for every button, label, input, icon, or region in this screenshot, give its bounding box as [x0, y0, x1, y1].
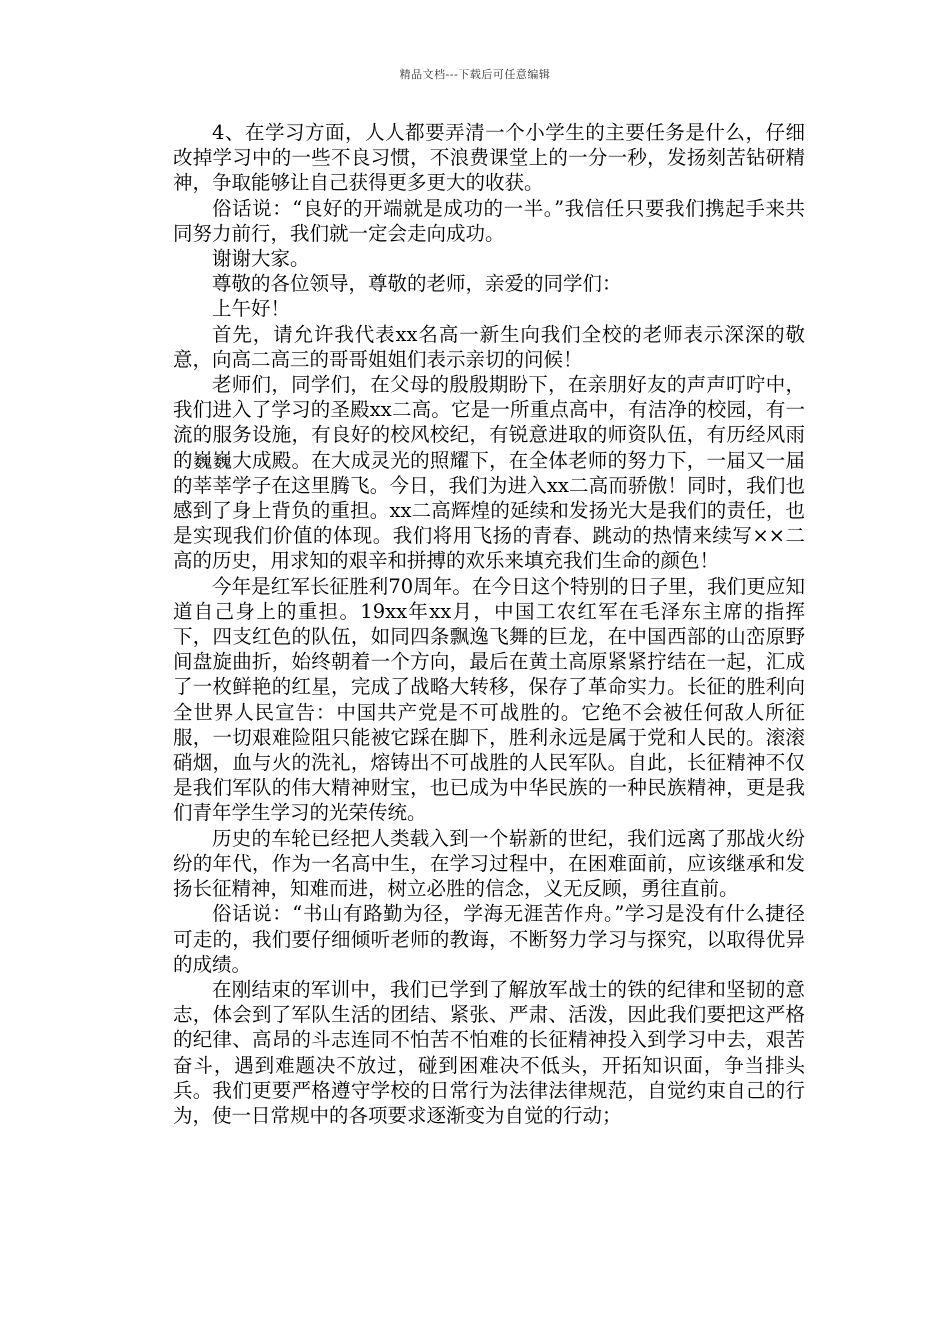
paragraph: 尊敬的各位领导，尊敬的老师，亲爱的同学们：	[212, 272, 622, 296]
document-body	[173, 120, 805, 1128]
paragraph: 首先，请允许我代表xx名高一新生向我们全校的老师表示深深的敬意，向高二高三的哥哥姐姐们表示亲切的问候！	[173, 322, 805, 371]
paragraph: 上午好！	[212, 297, 291, 321]
paragraph: 历史的车轮已经把人类载入到一个崭新的世纪，我们远离了那战火纷纷的年代，作为一名高中生，在学习过程中，在困难面前，应该继承和发扬长征精神，知难而进，树立必胜的信念，义无反顾，勇往直前。	[173, 826, 805, 901]
paragraph: 老师们，同学们，在父母的殷殷期盼下，在亲朋好友的声声叮咛中，我们进入了学习的圣殿xx二高。它是一所重点高中，有洁净的校园，有一流的服务设施，有良好的校风校纪，有锐意进取的师资队伍，有历经风雨的巍巍大成殿。在大成灵光的照耀下，在全体老师的努力下，一届又一届的莘莘学子在这里腾飞。今日，我们为进入xx二高而骄傲！同时，我们也感到了身上背负的重担。xx二高辉煌的延续和发扬光大是我们的责任，也是实现我们价值的体现。我们将用飞扬的青春、跳动的热情来续写××二高的历史，用求知的艰辛和拼搏的欢乐来填充我们生命的颜色！	[173, 373, 805, 573]
paragraph: 4、在学习方面，人人都要弄清一个小学生的主要任务是什么，仔细改掉学习中的一些不良习惯，不浪费课堂上的一分一秒，发扬刻苦钻研精神，争取能够让自己获得更多更大的收获。	[173, 121, 805, 195]
paragraph: 谢谢大家。	[212, 247, 310, 271]
paragraph: 在刚结束的军训中，我们已学到了解放军战士的铁的纪律和坚韧的意志，体会到了军队生活的团结、紧张、严肃、活泼，因此我们要把这严格的纪律、高昂的斗志连同不怕苦不怕难的长征精神投入到学习中去，艰苦奋斗，遇到难题决不放过，碰到困难决不低头，开拓知识面，争当排头兵。我们更要严格遵守学校的日常行为法律法律规范，自觉约束自己的行为，使一日常规中的各项要求逐渐变为自觉的行动；	[173, 977, 805, 1127]
page-header: 精品文档---下载后可任意编辑	[399, 68, 551, 81]
paragraph: 俗话说：“书山有路勤为径，学海无涯苦作舟。”学习是没有什么捷径可走的，我们要仔细倾听老师的教诲，不断努力学习与探究，以取得优异的成绩。	[173, 902, 805, 976]
paragraph: 今年是红军长征胜利70周年。在今日这个特别的日子里，我们更应知道自己身上的重担。19xx年xx月，中国工农红军在毛泽东主席的指挥下，四支红色的队伍，如同四条飘逸飞舞的巨龙，在中国西部的山峦原野间盘旋曲折，始终朝着一个方向，最后在黄土高原紧紧拧结在一起，汇成了一枚鲜艳的红星，完成了战略大转移，保存了革命实力。长征的胜利向全世界人民宣告：中国共产党是不可战胜的。它绝不会被任何敌人所征服，一切艰难险阻只能被它踩在脚下，胜利永远是属于党和人民的。滚滚硝烟，血与火的洗礼，熔铸出不可战胜的人民军队。自此，长征精神不仅是我们军队的伟大精神财宝，也已成为中华民族的一种民族精神，更是我们青年学生学习的光荣传统。	[173, 574, 805, 825]
paragraph: 俗话说：“良好的开端就是成功的一半。”我信任只要我们携起手来共同努力前行，我们就一定会走向成功。	[173, 196, 805, 245]
